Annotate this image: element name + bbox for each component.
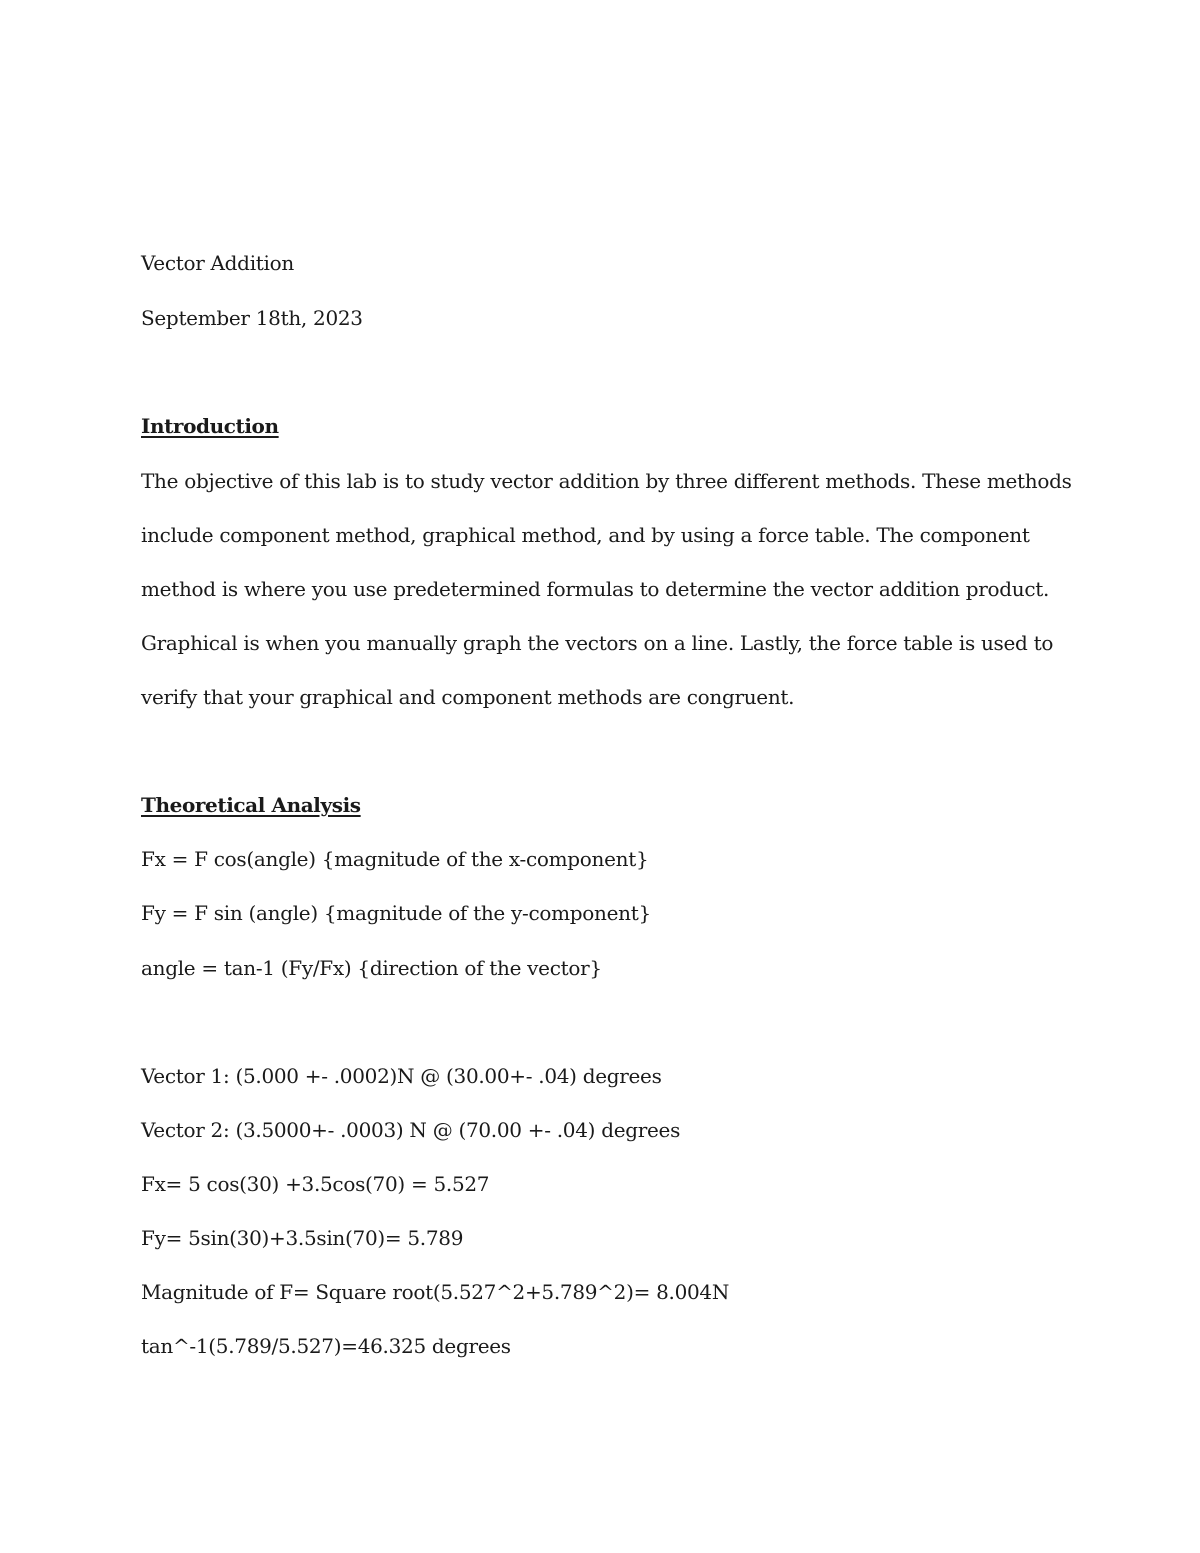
formula-line: angle = tan-1 (Fy/Fx) {direction of the vector} xyxy=(141,956,602,980)
calculation-line: Fy= 5sin(30)+3.5sin(70)= 5.789 xyxy=(141,1226,464,1250)
calculation-line: Vector 2: (3.5000+- .0003) N @ (70.00 +- .04) degrees xyxy=(141,1118,681,1142)
theoretical-analysis-heading: Theoretical Analysis xyxy=(141,793,361,817)
calculation-line: Vector 1: (5.000 +- .0002)N @ (30.00+- .04) degrees xyxy=(141,1064,662,1088)
document-date: September 18th, 2023 xyxy=(141,306,363,330)
introduction-heading: Introduction xyxy=(141,414,279,438)
calculation-line: Magnitude of F= Square root(5.527^2+5.789^2)= 8.004N xyxy=(141,1280,730,1304)
introduction-line: include component method, graphical method, and by using a force table. The component xyxy=(141,523,1030,547)
introduction-line: Graphical is when you manually graph the vectors on a line. Lastly, the force table is used to xyxy=(141,631,1054,655)
formula-line: Fx = F cos(angle) {magnitude of the x-component} xyxy=(141,847,649,871)
introduction-line: The objective of this lab is to study vector addition by three different methods. These methods xyxy=(141,469,1072,493)
formula-line: Fy = F sin (angle) {magnitude of the y-component} xyxy=(141,901,651,925)
calculation-line: Fx= 5 cos(30) +3.5cos(70) = 5.527 xyxy=(141,1172,490,1196)
introduction-line: method is where you use predetermined formulas to determine the vector addition product. xyxy=(141,577,1050,601)
calculation-line: tan^-1(5.789/5.527)=46.325 degrees xyxy=(141,1334,511,1358)
introduction-line: verify that your graphical and component methods are congruent. xyxy=(141,685,795,709)
document-title: Vector Addition xyxy=(141,251,294,275)
